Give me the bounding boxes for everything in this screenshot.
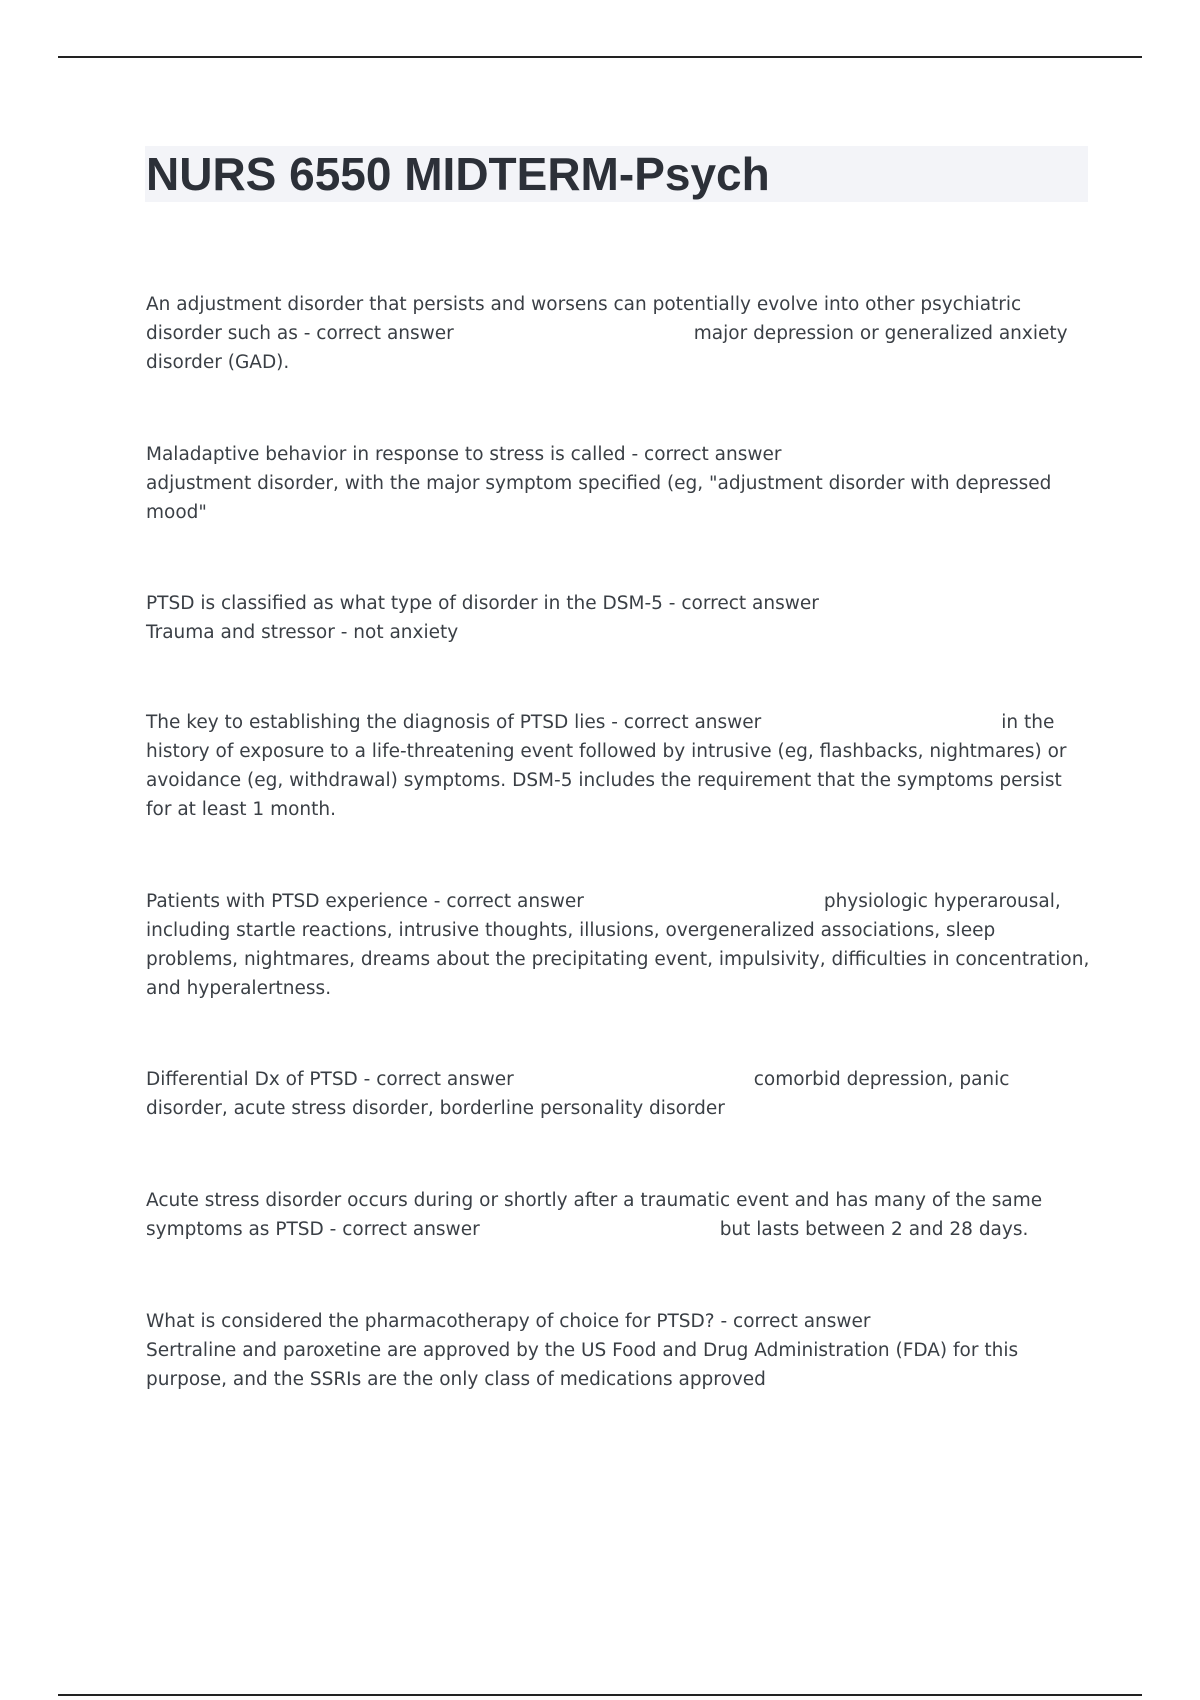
question-text: Patients with PTSD experience - correct answer [146, 891, 584, 912]
question-text: What is considered the pharmacotherapy of choice for PTSD? - correct answer [146, 1311, 871, 1332]
question-text: PTSD is classified as what type of disorder in the DSM-5 - correct answer [146, 593, 819, 614]
question-text: Maladaptive behavior in response to stress is called - correct answer [146, 444, 782, 465]
bottom-rule [58, 1694, 1142, 1696]
qa-item [146, 1307, 1092, 1394]
qa-item [146, 589, 1092, 647]
answer-text: Trauma and stressor - not anxiety [146, 622, 459, 643]
question-text: The key to establishing the diagnosis of PTSD lies - correct answer [146, 712, 762, 733]
answer-text: adjustment disorder, with the major symptom specified (eg, "adjustment disorder with depressed mood" [146, 473, 1052, 523]
question-text: Acute stress disorder occurs during or shortly after a traumatic event and has many of the same symptoms as PTSD - correct answer [146, 1190, 1043, 1240]
answer-text: but lasts between 2 and 28 days. [719, 1219, 1029, 1240]
qa-item [146, 440, 1092, 527]
qa-item [146, 887, 1092, 1003]
answer-text: comorbid depression, panic disorder, acute stress disorder, borderline personality disorder [146, 1069, 1010, 1119]
answer-text: in the history of exposure to a life-threatening event followed by intrusive (eg, flashbacks, nightmares) or avoidance (eg, withdrawal) symptoms. DSM-5 includes the requirement that the symptoms persist for at least 1 month. [146, 712, 1067, 820]
qa-item [146, 1065, 1092, 1123]
question-text: An adjustment disorder that persists and worsens can potentially evolve into other psychiatric disorder such as - correct answer [146, 294, 1022, 344]
answer-text: physiologic hyperarousal, including startle reactions, intrusive thoughts, illusions, overgeneralized associations, sleep problems, nightmares, dreams about the precipitating event, impulsivity, difficulties in concentration, and hyperalertness. [146, 891, 1090, 999]
question-text: Differential Dx of PTSD - correct answer [146, 1069, 514, 1090]
qa-item [146, 708, 1092, 824]
top-rule [58, 56, 1142, 58]
qa-item [146, 1186, 1092, 1244]
page-title: NURS 6550 MIDTERM-Psych [146, 148, 770, 200]
qa-item [146, 290, 1092, 377]
answer-text: Sertraline and paroxetine are approved by the US Food and Drug Administration (FDA) for this purpose, and the SSRIs are the only class of medications approved [146, 1340, 1019, 1390]
answer-text: major depression or generalized anxiety disorder (GAD). [146, 323, 1068, 373]
